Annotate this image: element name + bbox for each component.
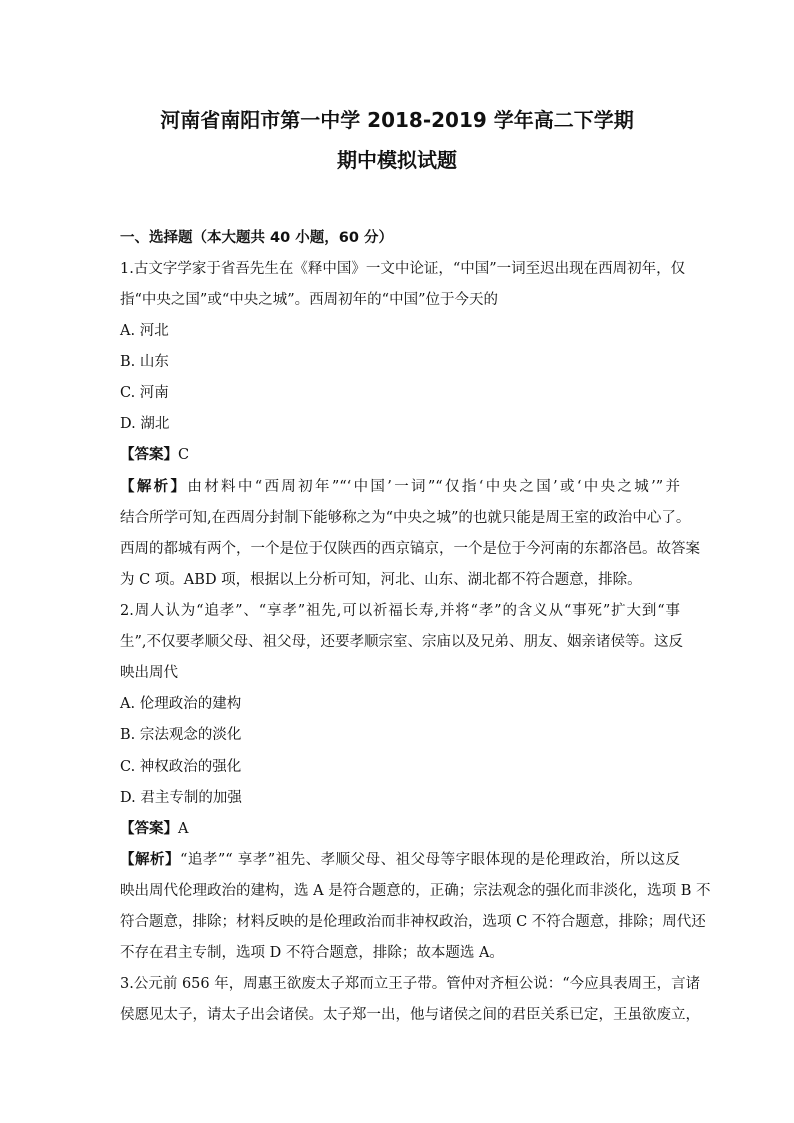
analysis-label: 【解析】 (120, 852, 180, 868)
answer-label: 【答案】 (120, 447, 178, 463)
q2-stem-line: 生”,不仅要孝顺父母、祖父母，还要孝顺宗室、宗庙以及兄弟、朋友、姻亲诸侯等。这反 (120, 634, 684, 650)
answer-label: 【答案】 (120, 821, 178, 837)
q2-option-a: A. 伦理政治的建构 (120, 696, 242, 712)
q3-stem-line: 3.公元前 656 年，周惠王欲废太子郑而立王子带。管仲对齐桓公说：“今应具表周王，言诸 (120, 976, 701, 992)
q2-option-d: D. 君主专制的加强 (120, 790, 242, 806)
q2-option-b: B. 宗法观念的淡化 (120, 727, 242, 743)
q2-analysis-line (120, 850, 680, 870)
q2-stem-line: 2.周人认为“追孝”、“享孝”祖先,可以祈福长寿,并将“孝”的含义从“事死”扩大到“事 (120, 603, 680, 619)
q1-stem-line: 1.古文字学家于省吾先生在《释中国》一文中论证，“中国”一词至迟出现在西周初年，仅 (120, 261, 686, 277)
document-title-line-1: 河南省南阳市第一中学 2018-2019 学年高二下学期 (160, 108, 634, 132)
analysis-text: “追孝”“ 享孝”祖先、孝顺父母、祖父母等字眼体现的是伦理政治，所以这反 (179, 852, 681, 868)
q3-stem-line: 侯愿见太子，请太子出会诸侯。太子郑一出，他与诸侯之间的君臣关系已定，王虽欲废立， (120, 1007, 700, 1023)
q2-option-c: C. 神权政治的强化 (120, 759, 242, 775)
document-title-line-2: 期中模拟试题 (337, 148, 457, 172)
answer-value: C (178, 447, 190, 463)
q1-analysis-line: 结合所学可知,在西周分封制下能够称之为“中央之城”的也就只能是周王室的政治中心了。 (120, 510, 691, 526)
section-heading: 一、选择题（本大题共 40 小题，60 分） (120, 230, 393, 246)
analysis-text: 由材料中“西周初年”“‘中国’一词”“仅指‘中央之国’或‘中央之城’”并 (187, 479, 680, 495)
q1-answer (120, 445, 680, 465)
q1-option-c: C. 河南 (120, 385, 169, 401)
q1-analysis-line (120, 477, 680, 497)
q2-analysis-line: 不存在君主专制，选项 D 不符合题意，排除；故本题选 A。 (120, 945, 504, 961)
q1-option-b: B. 山东 (120, 354, 169, 370)
q1-analysis-line: 西周的都城有两个，一个是位于仅陕西的西京镐京，一个是位于今河南的东都洛邑。故答案 (120, 541, 700, 557)
analysis-label: 【解析】 (120, 479, 188, 495)
q1-option-a: A. 河北 (120, 323, 169, 339)
q1-analysis-line: 为 C 项。ABD 项，根据以上分析可知，河北、山东、湖北都不符合题意，排除。 (120, 572, 642, 588)
q2-analysis-line: 符合题意，排除；材料反映的是伦理政治而非神权政治，选项 C 不符合题意，排除；周代还 (120, 914, 706, 930)
q2-answer (120, 819, 680, 839)
q1-option-d: D. 湖北 (120, 416, 170, 432)
q2-analysis-line: 映出周代伦理政治的建构，选 A 是符合题意的，正确；宗法观念的强化而非淡化，选项 B 不 (120, 883, 711, 899)
answer-value: A (178, 821, 189, 837)
q2-stem-line: 映出周代 (120, 665, 178, 681)
q1-stem-line: 指“中央之国”或“中央之城”。西周初年的“中国”位于今天的 (120, 292, 498, 308)
